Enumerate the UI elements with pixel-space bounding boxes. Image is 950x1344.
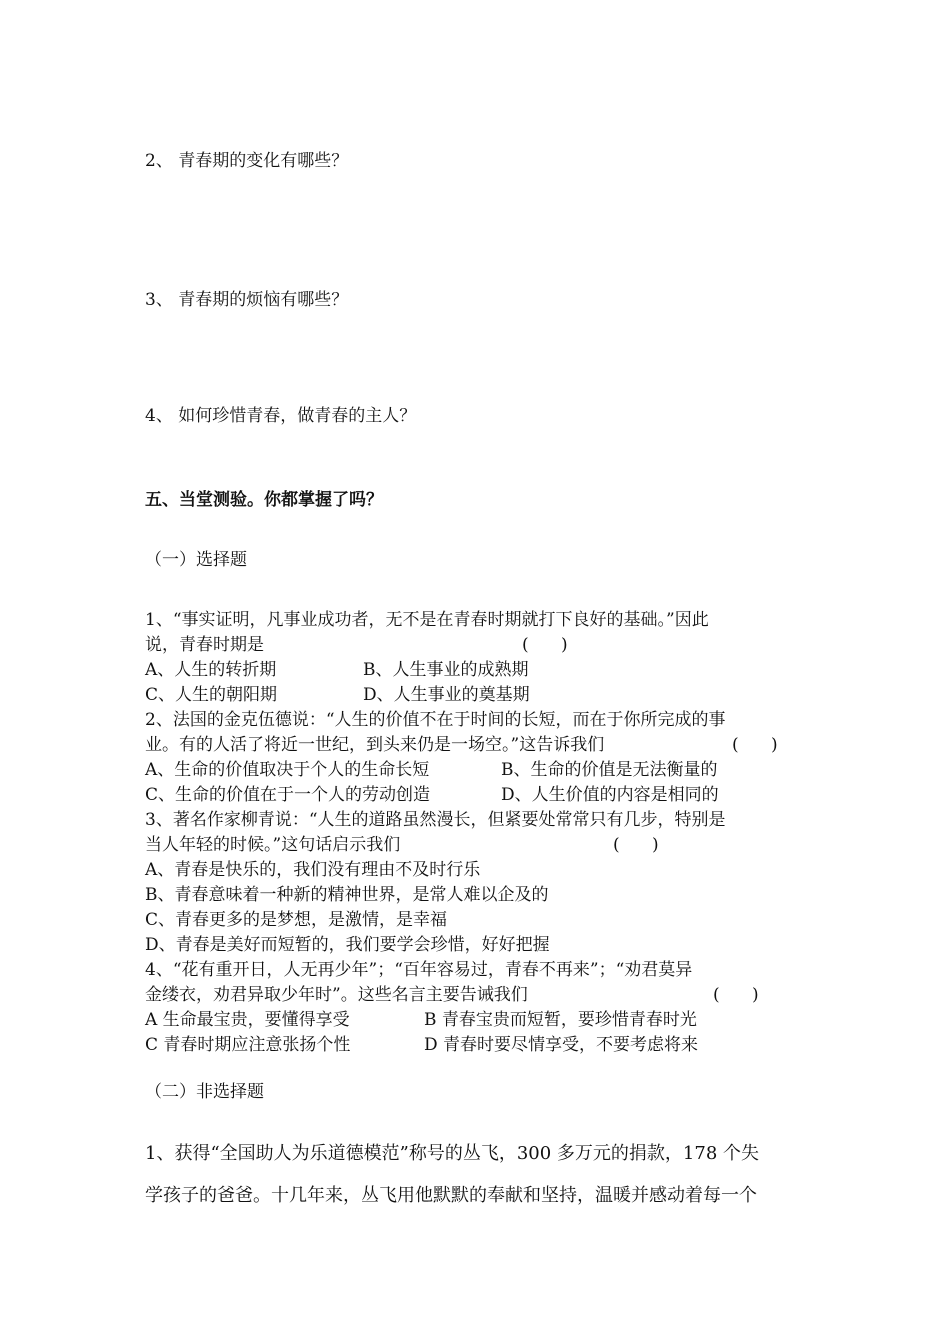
nonchoice-subtitle: （二）非选择题 [145,1082,264,1102]
q4-option-c: C 青春时期应注意张扬个性 [145,1035,351,1055]
q2-line1: 2、法国的金克伍德说：“人生的价值不在于时间的长短，而在于你所完成的事 [145,710,726,730]
q3-option-d: D、青春是美好而短暂的，我们要学会珍惜，好好把握 [145,935,550,955]
q4-line2: 金缕衣，劝君异取少年时”。这些名言主要告诫我们 [145,985,528,1005]
question-4: 4、 如何珍惜青春，做青春的主人？ [145,406,417,426]
q1-line2: 说，青春时期是 [145,635,264,655]
choice-subtitle: （一）选择题 [145,550,247,570]
q4-option-d: D 青春时要尽情享受，不要考虑将来 [424,1035,699,1055]
question-2: 2、 青春期的变化有哪些？ [145,151,349,171]
q4-line1: 4、“花有重开日，人无再少年”；“百年容易过，青春不再来”；“劝君莫异 [145,960,693,980]
q1-option-d: D、人生事业的奠基期 [363,685,530,705]
q2-option-a: A、生命的价值取决于个人的生命长短 [145,760,430,780]
q3-line1: 3、著名作家柳青说：“人生的道路虽然漫长，但紧要处常常只有几步，特别是 [145,810,726,830]
q3-answer-paren: ( ) [613,835,659,855]
q2-option-d: D、人生价值的内容是相同的 [501,785,719,805]
q3-option-b: B、青春意味着一种新的精神世界，是常人难以企及的 [145,885,549,905]
nq1-line2: 学孩子的爸爸。十几年来，丛飞用他默默的奉献和坚持，温暖并感动着每一个 [145,1185,757,1206]
question-3: 3、 青春期的烦恼有哪些？ [145,290,349,310]
q4-option-b: B 青春宝贵而短暂，要珍惜青春时光 [424,1010,697,1030]
q2-answer-paren: ( ) [732,735,778,755]
q1-line1: 1、“事实证明，凡事业成功者，无不是在青春时期就打下良好的基础。”因此 [145,610,709,630]
q1-option-c: C、人生的朝阳期 [145,685,278,705]
q1-answer-paren: ( ) [522,635,568,655]
q3-line2: 当人年轻的时候。”这句话启示我们 [145,835,401,855]
q3-option-a: A、青春是快乐的，我们没有理由不及时行乐 [145,860,481,880]
nq1-line1: 1、获得“全国助人为乐道德模范”称号的丛飞，300 多万元的捐款，178 个失 [145,1143,760,1164]
q3-option-c: C、青春更多的是梦想，是激情，是幸福 [145,910,448,930]
section5-title: 五、当堂测验。你都掌握了吗？ [145,490,383,510]
q2-option-c: C、生命的价值在于一个人的劳动创造 [145,785,431,805]
q4-option-a: A 生命最宝贵，要懂得享受 [145,1010,350,1030]
q4-answer-paren: ( ) [713,985,759,1005]
q1-option-b: B、人生事业的成熟期 [363,660,529,680]
q1-option-a: A、人生的转折期 [145,660,277,680]
q2-line2: 业。有的人活了将近一世纪，到头来仍是一场空。”这告诉我们 [145,735,605,755]
q2-option-b: B、生命的价值是无法衡量的 [501,760,718,780]
